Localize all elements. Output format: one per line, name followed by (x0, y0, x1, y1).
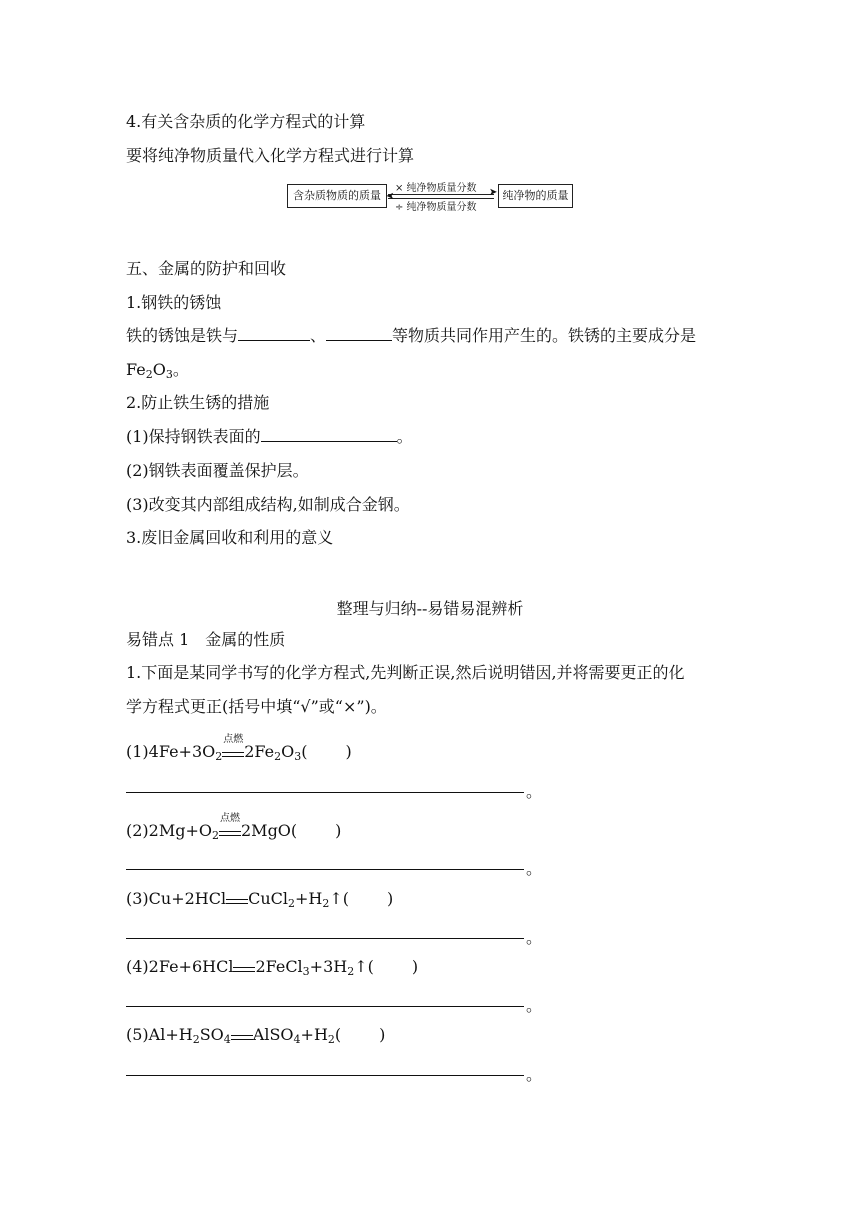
summary-heading: 整理与归纳--易错易混辨析 (336, 599, 524, 618)
eq3-left: (3)Cu+2HCl (126, 889, 227, 908)
equals-icon (226, 893, 248, 907)
eq1-sub: 3 (294, 750, 302, 763)
eq1-right-o: O (281, 742, 295, 761)
eq2-right: 2MgO( (241, 821, 298, 840)
rust-subtitle: 1.钢铁的锈蚀 (126, 293, 222, 312)
eq5-sub: 4 (293, 1033, 301, 1046)
rust-formula (126, 359, 189, 386)
eq2-answer-line[interactable] (126, 869, 524, 870)
eq4-paren-close: ) (411, 957, 419, 976)
formula-o: O (152, 360, 166, 379)
eq1-period: 。 (526, 782, 543, 801)
eq2-sub: 2 (212, 829, 219, 842)
section4-title: 4.有关含杂质的化学方程式的计算 (126, 112, 366, 131)
eq3-period: 。 (526, 928, 543, 947)
eq5-answer-line[interactable] (126, 1075, 524, 1076)
equation-2 (126, 812, 342, 847)
eq5-paren-close: ) (379, 1025, 386, 1044)
eq1-sub: 2 (274, 750, 282, 763)
rust-text-1: 铁的锈蚀是铁与 (126, 326, 239, 345)
eq3-paren-close: ) (387, 889, 394, 908)
divide-label: ÷ 纯净物质量分数 (395, 202, 477, 213)
question-1-line2: 学方程式更正(括号中填“√”或“×”)。 (126, 697, 387, 716)
eq1-paren-close: ) (345, 742, 352, 761)
forward-arrow (388, 194, 494, 195)
error-point-1: 易错点 1 金属的性质 (126, 630, 286, 649)
rust-sentence (126, 325, 696, 347)
eq3-answer-line[interactable] (126, 938, 524, 939)
eq4-period: 。 (526, 996, 543, 1015)
backward-arrowhead-icon: ➤ (386, 191, 395, 202)
pure-mass-box: 纯净物的质量 (498, 184, 573, 208)
eq5-h: +H (300, 1025, 328, 1044)
eq3-sub: 2 (322, 897, 330, 910)
eq5-left: (5)Al+H (126, 1025, 193, 1044)
measure-1 (126, 426, 413, 448)
impure-mass-box: 含杂质物质的质量 (287, 184, 387, 208)
impurity-conversion-diagram (287, 182, 573, 213)
formula-fe: Fe (126, 360, 146, 379)
eq5-period: 。 (526, 1065, 543, 1084)
rust-sep: 、 (310, 326, 327, 345)
formula-sub: 2 (145, 368, 153, 381)
equation-3 (126, 888, 393, 915)
rust-text-2: 等物质共同作用产生的。铁锈的主要成分是 (392, 326, 697, 345)
condition-label: 点燃 (223, 733, 244, 745)
equals-icon (231, 1029, 253, 1043)
section5-title: 五、金属的防护和回收 (126, 259, 287, 278)
condition-label: 点燃 (220, 812, 240, 824)
eq3-h: +H (295, 889, 323, 908)
eq1-right: 2Fe (244, 742, 275, 761)
eq1-paren-open: ( (301, 742, 308, 761)
formula-sub: 3 (165, 368, 173, 381)
period: 。 (396, 427, 413, 446)
eq5-right: AlSO (252, 1025, 294, 1044)
eq4-sub: 2 (347, 965, 355, 978)
section4-desc: 要将纯净物质量代入化学方程式进行计算 (126, 146, 415, 165)
eq4-left: (4)2Fe+6HCl (126, 957, 234, 976)
prevent-subtitle: 2.防止铁生锈的措施 (126, 393, 270, 412)
eq3-gas-paren: ↑( (329, 889, 350, 908)
multiply-label: × 纯净物质量分数 (395, 183, 477, 194)
eq3-sub: 2 (288, 897, 296, 910)
equals-icon (233, 961, 255, 975)
rust-blank-1[interactable] (238, 325, 310, 341)
measure-3: (3)改变其内部组成结构,如制成合金钢。 (126, 495, 410, 514)
eq5-sub: 2 (327, 1033, 335, 1046)
eq4-gas-paren: ↑( (354, 957, 374, 976)
question-1-line1: 1.下面是某同学书写的化学方程式,先判断正误,然后说明错因,并将需要更正的化 (126, 663, 685, 682)
equation-1 (126, 733, 352, 768)
eq5-sub: 4 (223, 1033, 231, 1046)
ignite-equals-icon (219, 812, 241, 839)
rust-blank-2[interactable] (326, 325, 392, 341)
eq1-answer-line[interactable] (126, 792, 524, 793)
equation-5 (126, 1024, 385, 1051)
ignite-equals-icon (222, 733, 244, 760)
measure-1-blank[interactable] (261, 426, 397, 442)
eq4-right: 2FeCl (255, 957, 303, 976)
eq5-paren-open: ( (334, 1025, 342, 1044)
period: 。 (172, 360, 189, 379)
eq4-h: +3H (309, 957, 348, 976)
eq2-paren-close: ) (335, 821, 342, 840)
eq2-period: 。 (526, 859, 543, 878)
forward-arrowhead-icon: ➤ (489, 187, 498, 198)
eq2-left: (2)2Mg+O (126, 821, 212, 840)
eq4-sub: 3 (302, 965, 310, 978)
equation-4 (126, 956, 418, 983)
eq3-right: CuCl (248, 889, 289, 908)
eq5-sub: 2 (192, 1033, 200, 1046)
recycle-subtitle: 3.废旧金属回收和利用的意义 (126, 528, 334, 547)
measure-2: (2)钢铁表面覆盖保护层。 (126, 461, 309, 480)
eq1-sub: 2 (215, 750, 223, 763)
eq5-so: SO (199, 1025, 224, 1044)
eq4-answer-line[interactable] (126, 1006, 524, 1007)
eq1-left: (1)4Fe+3O (126, 742, 216, 761)
measure-1-text: (1)保持钢铁表面的 (126, 427, 261, 446)
